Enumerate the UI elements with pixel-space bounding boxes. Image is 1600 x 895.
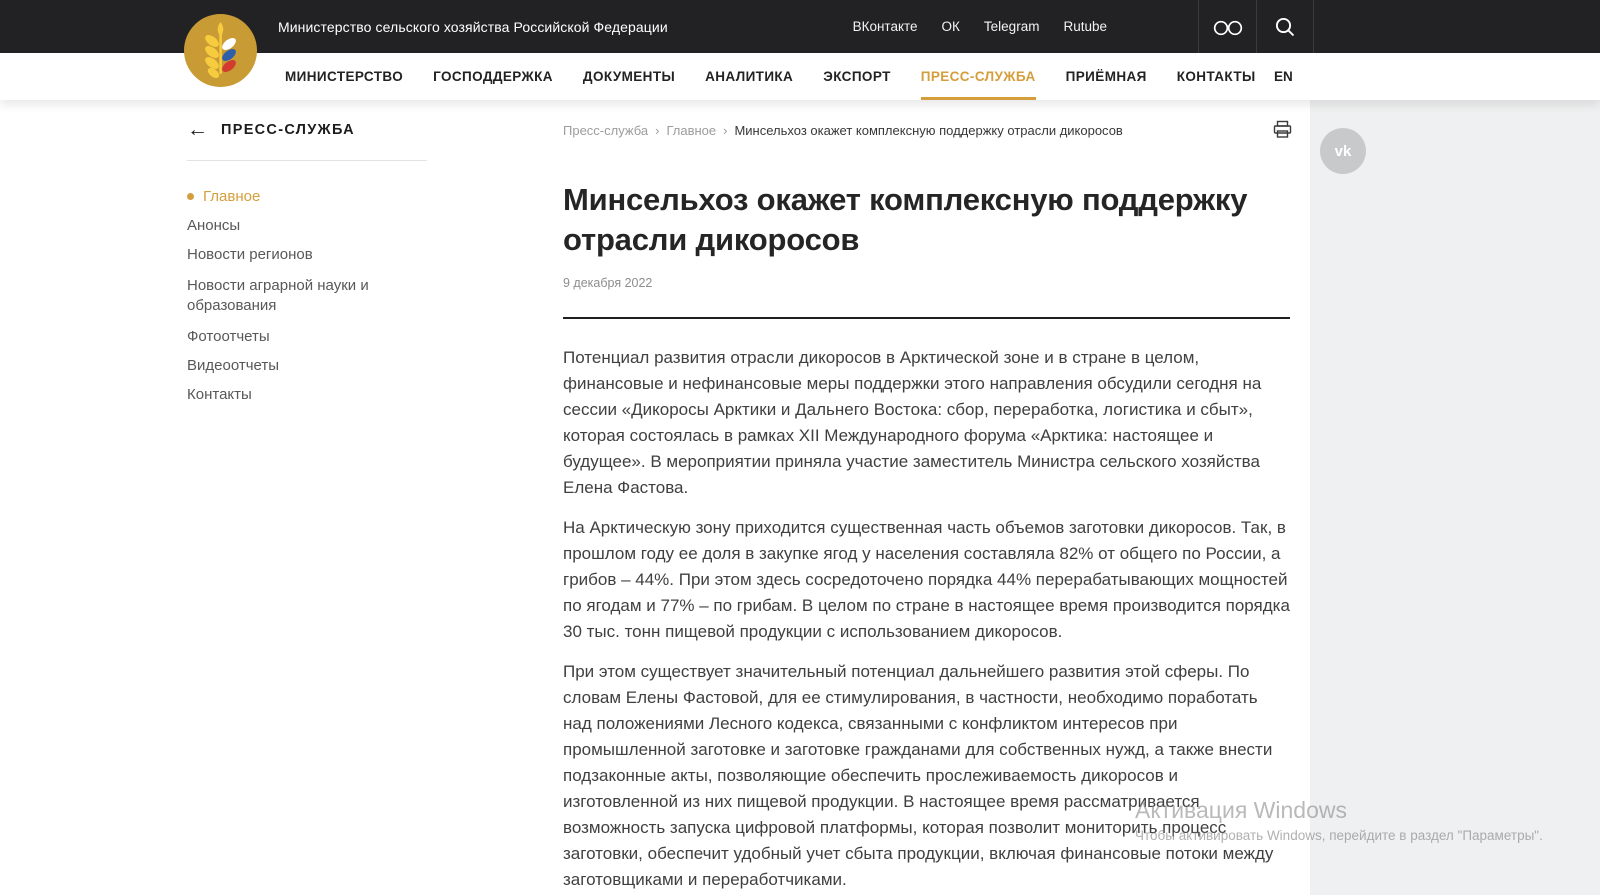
glasses-icon	[1211, 14, 1245, 40]
nav-item-kontakty[interactable]: КОНТАКТЫ	[1176, 69, 1256, 84]
article-paragraph: На Арктическую зону приходится существенная часть объемов заготовки дикоросов. Так, в прошлом году ее доля в закупке ягод у населения составляла 82% от общего по России, а грибов – 44%. При этом здесь сосредоточено порядка 44% перерабатывающих мощностей по ягодам и 77% – по грибам. В целом по стране в настоящее время производится порядка 30 тыс. тонн пищевой продукции с использованием дикоросов.	[563, 518, 1290, 641]
nav-item-priyomnaya[interactable]: ПРИЁМНАЯ	[1065, 69, 1147, 84]
title-divider	[563, 317, 1290, 319]
breadcrumb-current: Минсельхоз окажет комплексную поддержку отрасли дикоросов	[734, 123, 1123, 138]
social-links	[853, 0, 1107, 53]
social-link-rutube[interactable]: Rutube	[1063, 19, 1107, 34]
article-paragraph: При этом существует значительный потенциал дальнейшего развития этой сферы. По словам Елены Фастовой, для ее стимулирования, в частности, необходимо поработать над положениями Лесного кодекса, связанными с конфликтом интересов при промышленной заготовке и заготовке гражданами для собственных нужд, а также внести подзаконные акты, позволяющие обеспечить прослеживаемость дикоросов и изготовленной из них пищевой продукции. В настоящее время рассматривается возможность запуска цифровой платформы, которая позволит мониторить процесс заготовки, обеспечит удобный учет сбыта продукции, включая финансовые потоки между заготовщиками и переработчиками.	[563, 662, 1274, 889]
social-link-telegram[interactable]: Telegram	[983, 19, 1040, 34]
social-link-ok[interactable]: ОК	[941, 19, 960, 34]
page-content	[0, 100, 1600, 895]
sidebar-item-glavnoe[interactable]: Главное	[187, 182, 427, 211]
language-switch-en[interactable]: EN	[1274, 69, 1293, 84]
wheat-emblem-icon	[184, 14, 257, 87]
breadcrumb-separator-icon: ›	[655, 123, 660, 138]
sidebar-item-fotootchety[interactable]: Фотоотчеты	[187, 327, 270, 345]
nav-item-gospodderzhka[interactable]: ГОСПОДДЕРЖКА	[433, 69, 553, 84]
active-bullet-icon	[187, 193, 194, 200]
sidebar-item-anonsy[interactable]: Анонсы	[187, 216, 241, 234]
vk-logo-icon	[1328, 141, 1358, 161]
watermark-subtitle: Чтобы активировать Windows, перейдите в раздел "Параметры".	[1135, 828, 1543, 843]
accessibility-version-button[interactable]	[1198, 0, 1256, 53]
sidebar-back-label: ПРЕСС-СЛУЖБА	[221, 122, 355, 138]
watermark-title: Активация Windows	[1135, 797, 1347, 823]
right-rail-background	[1310, 100, 1600, 895]
sidebar-item-videootchety[interactable]: Видеоотчеты	[187, 356, 280, 374]
press-service-sidebar	[187, 118, 427, 409]
article-paragraph: Потенциал развития отрасли дикоросов в Арктической зоне и в стране в целом, финансовые и нефинансовые меры поддержки этого направления обсудили сегодня на сессии «Дикоросы Арктики и Дальнего Востока: сбор, переработка, логистика и сбыт», которая состоялась в рамках XII Международного форума «Арктика: настоящее и будущее». В мероприятии приняла участие заместитель Министра сельского хозяйства Елена Фастова.	[563, 348, 1262, 497]
sidebar-menu	[187, 182, 427, 409]
breadcrumb-glavnoe[interactable]: Главное	[666, 123, 717, 138]
breadcrumb-press-sluzhba[interactable]: Пресс-служба	[563, 123, 649, 138]
sidebar-item-novosti-regionov[interactable]: Новости регионов	[187, 245, 313, 263]
nav-items	[285, 53, 1600, 100]
article-body	[563, 345, 1290, 893]
news-article	[563, 123, 1290, 893]
sidebar-divider	[187, 160, 427, 161]
nav-item-ministerstvo[interactable]: МИНИСТЕРСТВО	[285, 69, 404, 84]
nav-item-analitika[interactable]: АНАЛИТИКА	[705, 69, 794, 84]
sidebar-item-novosti-agrarnoy-nauki[interactable]: Новости аграрной науки и образования	[187, 276, 369, 314]
breadcrumb	[563, 123, 1290, 138]
nav-item-dokumenty[interactable]: ДОКУМЕНТЫ	[582, 69, 676, 84]
article-date: 9 декабря 2022	[563, 276, 653, 290]
breadcrumb-separator-icon: ›	[723, 123, 728, 138]
ministry-logo[interactable]	[184, 14, 257, 87]
search-icon	[1273, 15, 1297, 39]
sidebar-back-link[interactable]	[187, 118, 427, 141]
svg-text:vk: vk	[1334, 143, 1352, 160]
vk-share-button[interactable]	[1320, 128, 1366, 174]
ministry-title: Министерство сельского хозяйства Российской Федерации	[278, 19, 668, 35]
search-button[interactable]	[1256, 0, 1314, 53]
article-title: Минсельхоз окажет комплексную поддержку отрасли дикоросов	[563, 182, 1248, 257]
arrow-left-icon: ←	[187, 118, 208, 141]
sidebar-item-kontakty[interactable]: Контакты	[187, 385, 252, 403]
nav-item-press-sluzhba[interactable]: ПРЕСС-СЛУЖБА	[921, 53, 1036, 100]
social-link-vkontakte[interactable]: ВКонтакте	[852, 19, 918, 34]
print-button[interactable]	[1273, 120, 1292, 142]
printer-icon	[1273, 120, 1292, 139]
nav-item-eksport[interactable]: ЭКСПОРТ	[823, 69, 891, 84]
